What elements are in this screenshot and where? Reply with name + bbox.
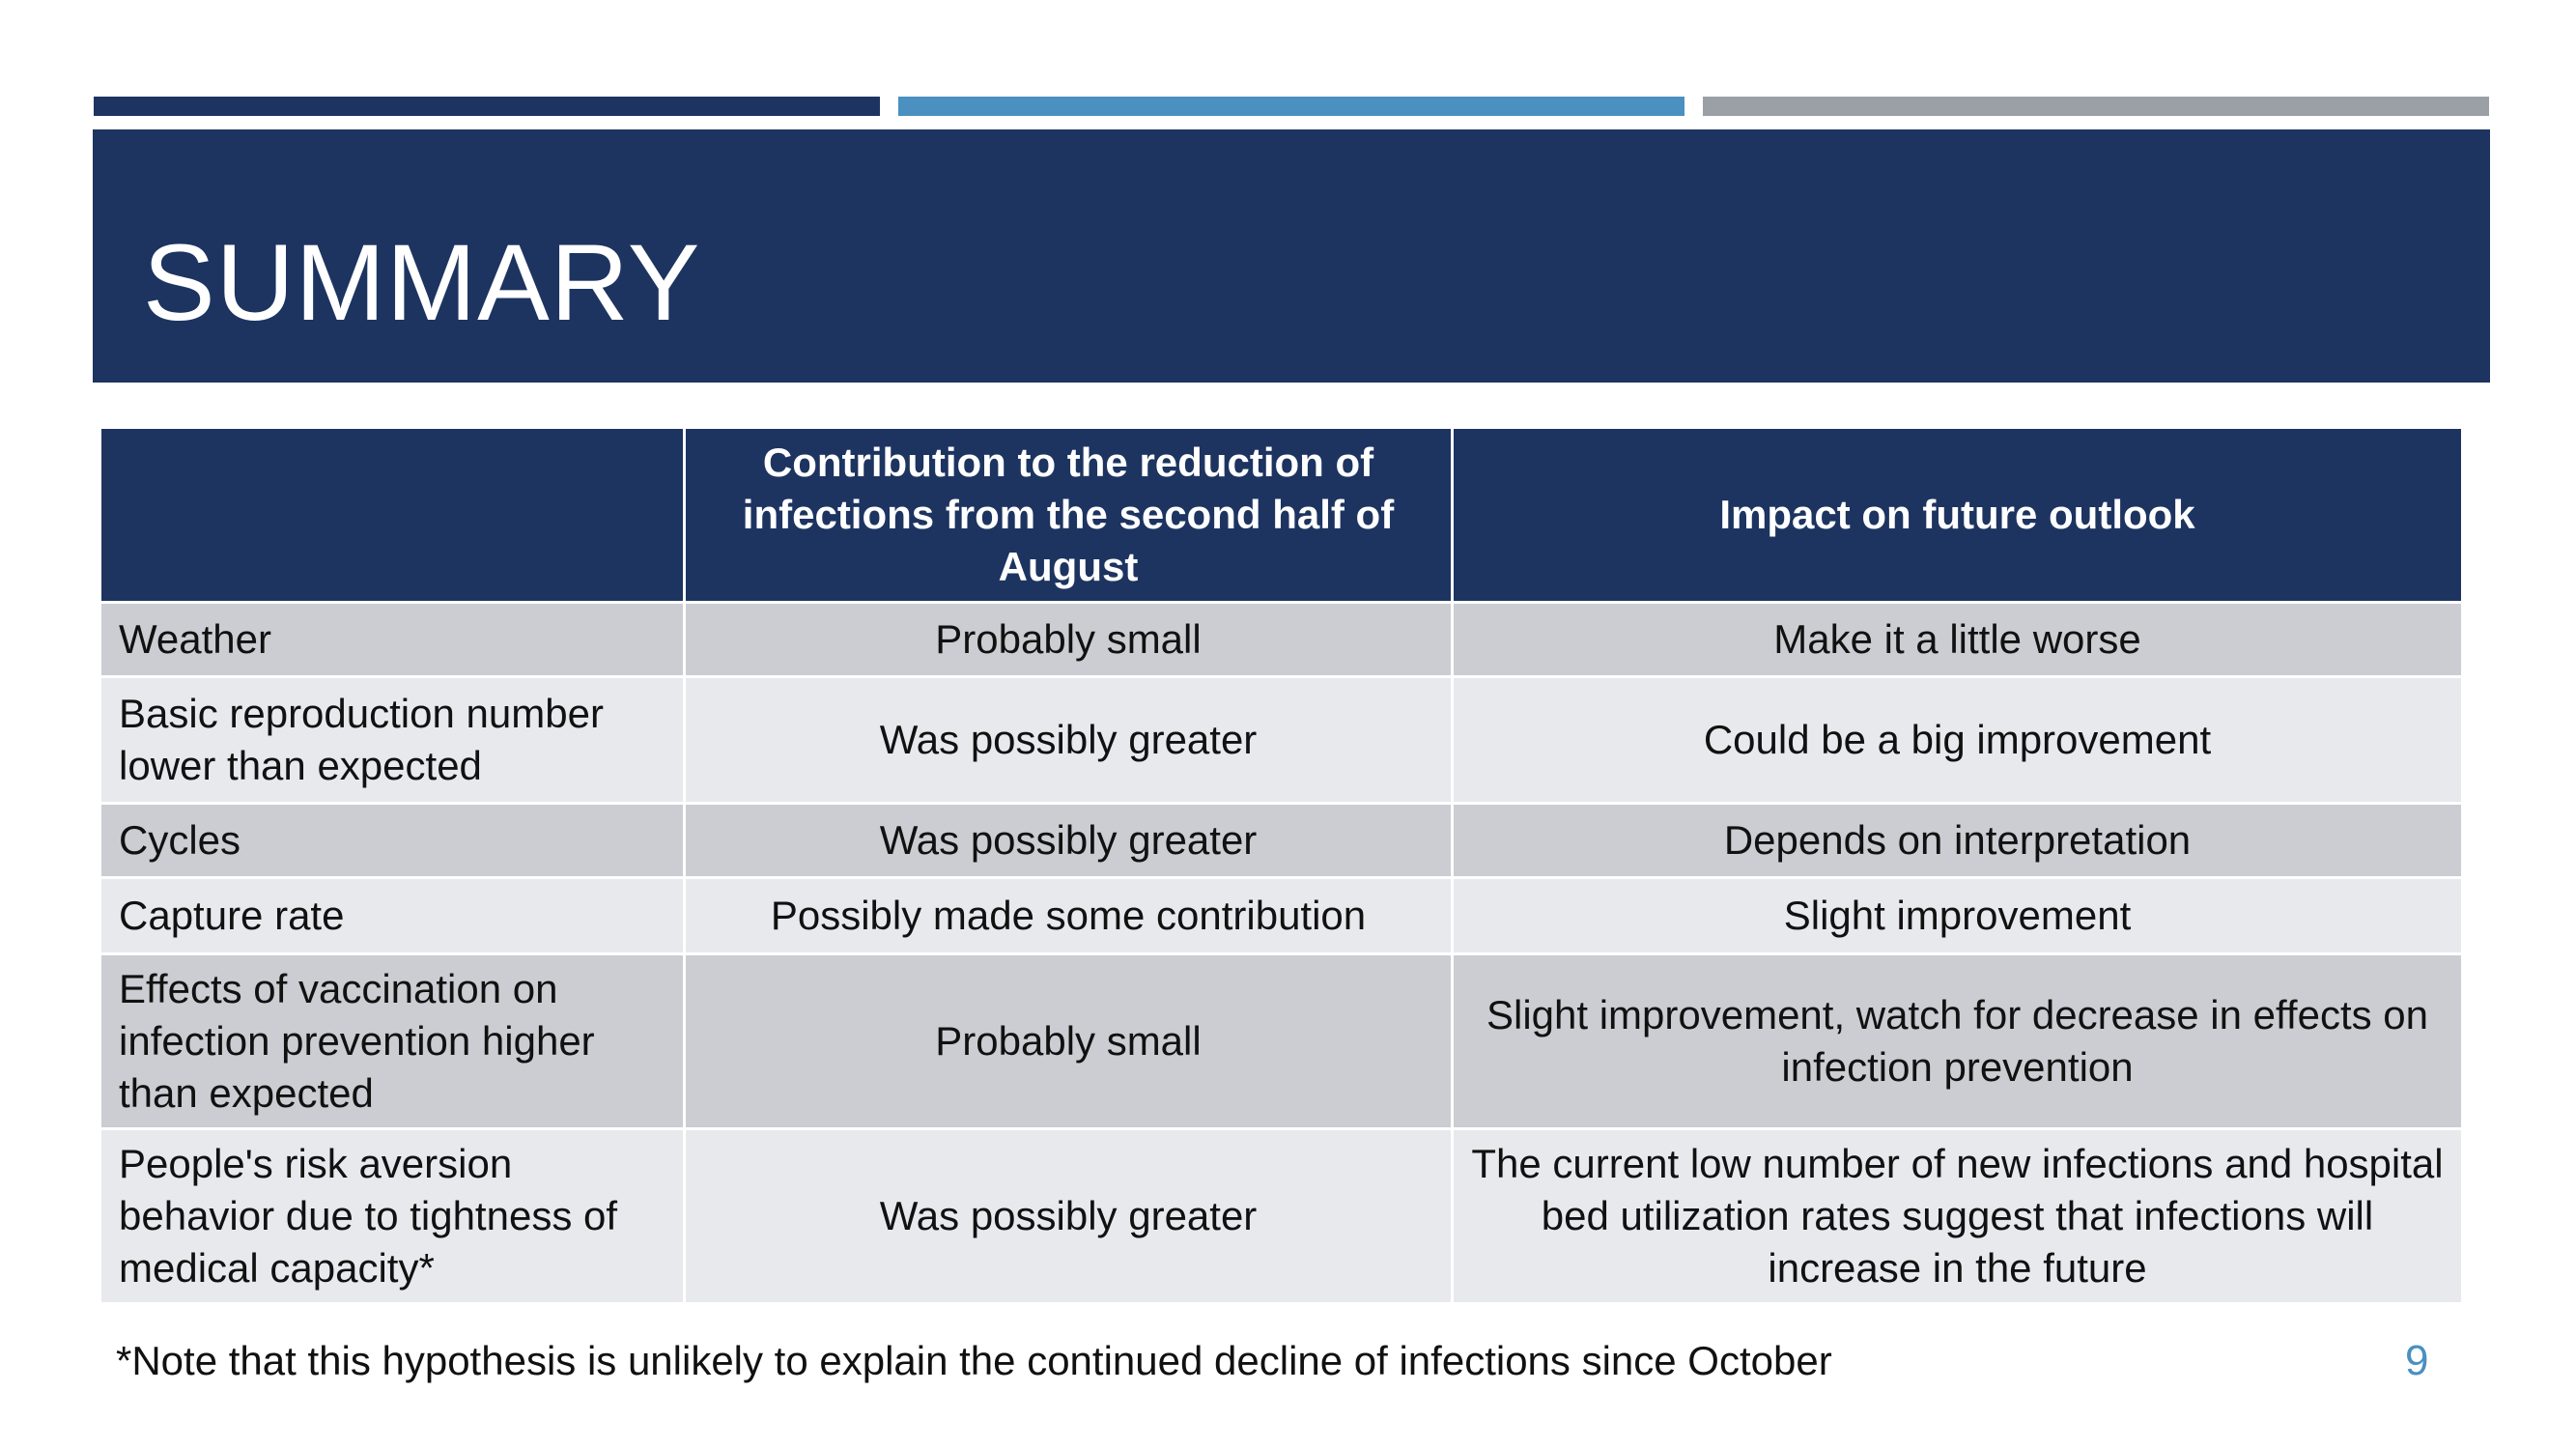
header-impact: Impact on future outlook [1453, 428, 2463, 603]
footnote: *Note that this hypothesis is unlikely to explain the continued decline of infections since October [116, 1338, 1832, 1383]
factor-cell: Effects of vaccination on infection prevention higher than expected [100, 954, 685, 1129]
table-row [100, 954, 2463, 1129]
header-contribution: Contribution to the reduction of infections from the second half of August [685, 428, 1453, 603]
contribution-cell: Was possibly greater [685, 1129, 1453, 1304]
impact-cell: Make it a little worse [1453, 603, 2463, 677]
slide-title: SUMMARY [143, 222, 701, 343]
header-factor [100, 428, 685, 603]
title-banner [93, 129, 2490, 383]
table-row [100, 804, 2463, 878]
contribution-cell: Possibly made some contribution [685, 878, 1453, 954]
impact-cell: The current low number of new infections and hospital bed utilization rates suggest that infections will increase in the future [1453, 1129, 2463, 1304]
table-row [100, 677, 2463, 804]
table-row [100, 603, 2463, 677]
contribution-cell: Probably small [685, 603, 1453, 677]
contribution-cell: Probably small [685, 954, 1453, 1129]
factor-cell: Basic reproduction number lower than expected [100, 677, 685, 804]
page-number: 9 [2405, 1337, 2429, 1384]
accent-bar-gray [1703, 97, 2489, 116]
impact-cell: Slight improvement [1453, 878, 2463, 954]
summary-table [99, 426, 2464, 1305]
impact-cell: Could be a big improvement [1453, 677, 2463, 804]
factor-cell: Capture rate [100, 878, 685, 954]
impact-cell: Depends on interpretation [1453, 804, 2463, 878]
contribution-cell: Was possibly greater [685, 804, 1453, 878]
factor-cell: People's risk aversion behavior due to tightness of medical capacity* [100, 1129, 685, 1304]
factor-cell: Cycles [100, 804, 685, 878]
accent-bar-blue [898, 97, 1684, 116]
table-row [100, 878, 2463, 954]
table-row [100, 1129, 2463, 1304]
table-header-row [100, 428, 2463, 603]
contribution-cell: Was possibly greater [685, 677, 1453, 804]
factor-cell: Weather [100, 603, 685, 677]
accent-bar-navy [94, 97, 880, 116]
impact-cell: Slight improvement, watch for decrease in effects on infection prevention [1453, 954, 2463, 1129]
